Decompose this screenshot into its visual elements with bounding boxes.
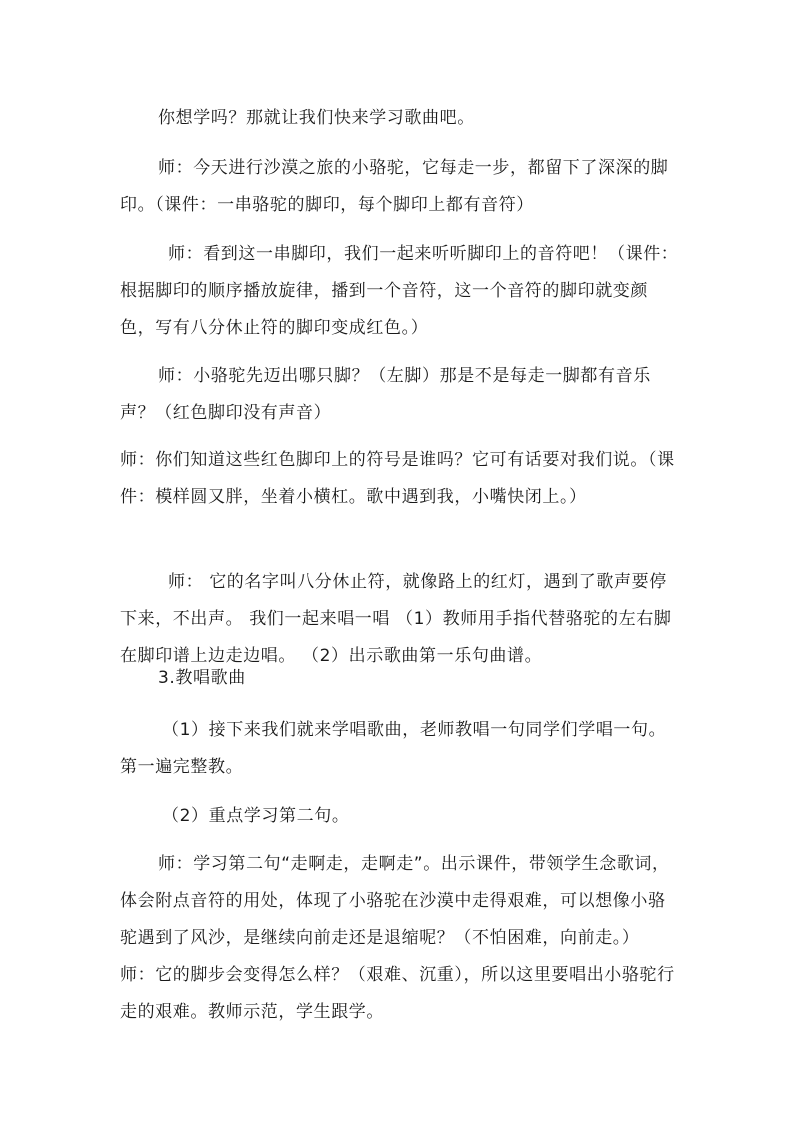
paragraph-intro: 你想学吗？那就让我们快来学习歌曲吧。 bbox=[158, 108, 475, 128]
paragraph-left-foot: 师：小骆驼先迈出哪只脚？（左脚）那是不是每走一脚都有音乐声？（红色脚印没有声音） bbox=[120, 366, 651, 423]
paragraph-second-line: 师：学习第二句“走啊走，走啊走”。出示课件，带领学生念歌词，体会附点音符的用处，体现了小骆驼在沙漠中走得艰难，可以想像小骆驼遇到了风沙，是继续向前走还是退缩呢？（不怕困难，向前走。） 师：它的脚步会变得怎么样？（艰难、沉重），所以这里要唱出小骆驼行走的艰难。教师示范，学生跟学。 bbox=[120, 854, 675, 1022]
paragraph-step-2: （2）重点学习第二句。 bbox=[162, 806, 350, 826]
paragraph-eighth-rest: 师： 它的名字叫八分休止符，就像路上的红灯，遇到了歌声要停下来，不出声。 我们一起来唱一唱 （1）教师用手指代替骆驼的左右脚在脚印谱上边走边唱。 （2）出示歌曲第一乐句曲谱。 bbox=[120, 572, 672, 666]
section-heading-teach-song: 3.教唱歌曲 bbox=[158, 668, 246, 688]
paragraph-red-symbol: 师：你们知道这些红色脚印上的符号是谁吗？它可有话要对我们说。（课件：模样圆又胖，坐着小横杠。歌中遇到我，小嘴快闭上。） bbox=[120, 450, 675, 507]
paragraph-step-1: （1）接下来我们就来学唱歌曲，老师教唱一句同学们学唱一句。第一遍完整教。 bbox=[120, 720, 667, 777]
paragraph-listen-notes: 师：看到这一串脚印，我们一起来听听脚印上的音符吧！（课件：根据脚印的顺序播放旋律，播到一个音符，这一个音符的脚印就变颜色，写有八分休止符的脚印变成红色。） bbox=[120, 244, 679, 338]
paragraph-footprints: 师：今天进行沙漠之旅的小骆驼，它每走一步，都留下了深深的脚印。（课件：一串骆驼的脚印，每个脚印上都有音符） bbox=[120, 158, 669, 215]
